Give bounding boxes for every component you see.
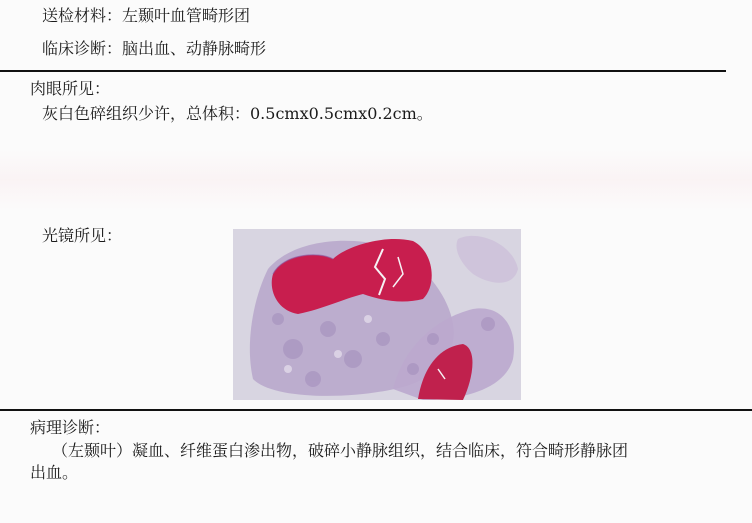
histology-micrograph-image [233,229,521,400]
pathology-diagnosis-line2: 出血。 [30,463,79,482]
specimen-label: 送检材料： [42,6,123,25]
clinical-diagnosis-row [42,39,266,59]
divider-top [0,70,726,72]
clinical-diagnosis-label: 临床诊断： [42,39,123,58]
divider-bottom [0,409,752,411]
specimen-value: 左颞叶血管畸形团 [122,6,251,25]
microscopy-heading: 光镜所见： [42,226,123,245]
specimen-row [42,6,250,26]
clinical-diagnosis-value: 脑出血、动静脉畸形 [122,39,267,58]
pathology-diagnosis-heading: 病理诊断： [30,418,111,437]
pathology-diagnosis-line1: （左颞叶）凝血、纤维蛋白渗出物，破碎小静脉组织，结合临床，符合畸形静脉团 [52,441,629,460]
page-background-tint [0,150,752,210]
gross-findings-heading: 肉眼所见： [30,79,111,98]
gross-findings-text: 灰白色碎组织少许，总体积：0.5cmx0.5cmx0.2cm。 [42,104,433,123]
